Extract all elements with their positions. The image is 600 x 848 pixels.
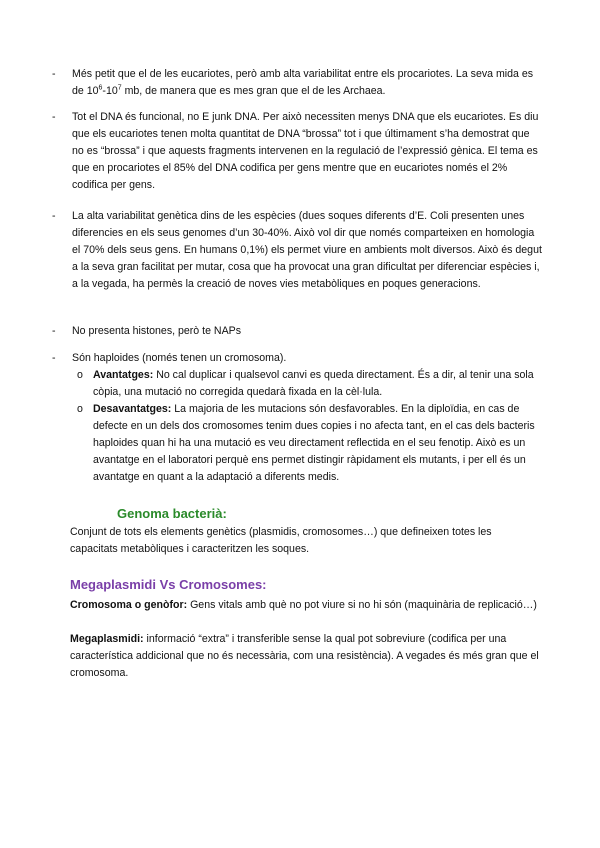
bullet-functional-dna [52, 109, 542, 194]
dash-marker: - [52, 325, 56, 337]
dash-marker: - [52, 111, 56, 123]
heading-megaplasmidi: Megaplasmidi Vs Cromosomes: [70, 577, 267, 592]
dash-marker: - [52, 352, 56, 364]
circle-bullet: o [77, 369, 83, 381]
circle-bullet: o [77, 403, 83, 415]
bullet-text: No presenta histones, però te NAPs [72, 325, 242, 337]
bullet-variability [52, 208, 542, 293]
bullet-haploid [52, 350, 542, 367]
paragraph-megaplasmidi: Megaplasmidi: informació “extra” i transferible sense la qual pot sobreviure (codifica per una característica addicional que no és necessària, com una resistència). A vegades és més gran que el cromosoma. [70, 633, 539, 679]
heading-genoma-bacteria: Genoma bacterià: [117, 506, 227, 521]
bullet-histones [52, 323, 542, 340]
bullet-text: La alta variabilitat genètica dins de les espècies (dues soques diferents d’E. Coli presenten unes diferencies en els seus genomes d’un 30-40%. Això vol dir que només comparteixen en homologia el 70% dels seus gens. En humans 0,1%) els permet viure en ambients molt diversos. Això és degut a la seva gran facilitat per mutar, cosa que ha provocat una gran dificultat per diferenciar espècies i, a la vegada, ha permès la creació de noves vies metabòliques en poques generacions. [72, 210, 542, 290]
bullet-text: Tot el DNA és funcional, no E junk DNA. Per això necessiten menys DNA que els eucariotes. Es diu que els eucariotes tenen molta quantitat de DNA “brossa” tot i que últimament s’ha demostrat que no es “brossa” i que aquests fragments intervenen en la regulació de l’expressió gènica. El tema es que en procariotes el 85% del DNA codifica per gens mentre que en eucariotes només el 2% codifica per gens. [72, 111, 539, 191]
subbullet-text: Avantatges: No cal duplicar i qualsevol canvi es queda directament. És a dir, al tenir una sola còpia, una mutació no corregida quedarà fixada en la cèl·lula. [93, 369, 534, 398]
subbullet-text: Desavantatges: La majoria de les mutacions són desfavorables. En la diploïdia, en cas de defecte en un dels dos cromosomes tenim dues copies i no afecta tant, en el cas dels bacteris haploides quan hi ha una mutació es veu directament reflectida en el seu fenotip. Això es un avantatge en el laboratori perquè ens permet distingir ràpidament els mutants, i per ell és un avantatge en quant a la adaptació a diferents medis. [93, 403, 535, 483]
paragraph-genoma: Conjunt de tots els elements genètics (plasmidis, cromosomes…) que defineixen totes les capacitats metabòliques i caracteritzen les soques. [70, 526, 492, 555]
dash-marker: - [52, 210, 56, 222]
dash-marker: - [52, 68, 56, 80]
paragraph-cromosoma: Cromosoma o genòfor: Gens vitals amb què no pot viure si no hi són (maquinària de replicació…) [70, 599, 537, 611]
subbullet-advantages [77, 367, 539, 401]
bullet-text: Són haploides (només tenen un cromosoma). [72, 352, 287, 364]
bullet-size [52, 66, 542, 100]
bullet-text: Més petit que el de les eucariotes, però amb alta variabilitat entre els procariotes. La seva mida es de $10^6-10^7$ mb, de manera que es mes gran que el de les Archaea. [72, 68, 534, 97]
subbullet-disadvantages [77, 401, 539, 486]
